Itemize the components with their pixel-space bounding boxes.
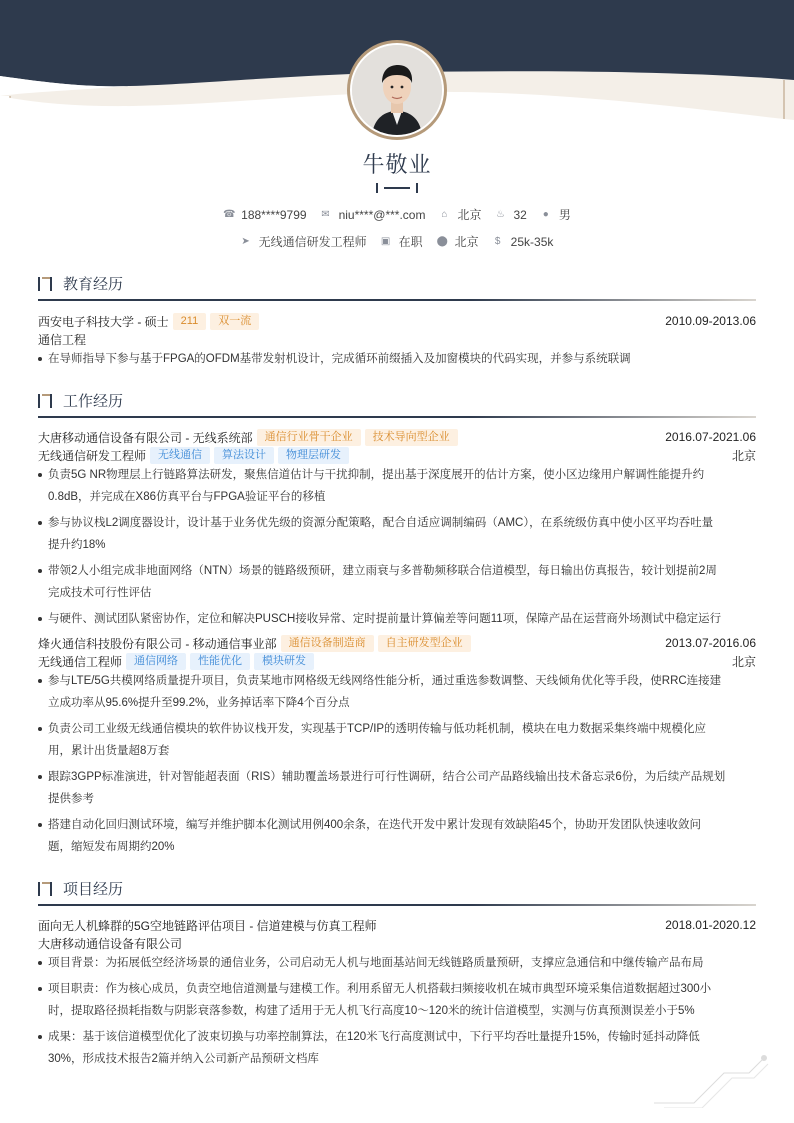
skill-tag: 算法设计 bbox=[214, 447, 274, 464]
gender-text: 男 bbox=[558, 208, 571, 222]
age-item bbox=[495, 208, 526, 222]
home-icon: ⌂ bbox=[441, 208, 448, 220]
coin-icon: $ bbox=[494, 235, 501, 247]
name-divider bbox=[376, 183, 418, 193]
skill-tag: 无线通信 bbox=[150, 447, 210, 464]
status-text: 在职 bbox=[398, 235, 423, 249]
job-role: 无线通信研发工程师 bbox=[38, 448, 147, 463]
location-icon: ⬤ bbox=[436, 235, 448, 247]
work-section-title: 工作经历 bbox=[38, 388, 756, 412]
education-period: 2010.09-2013.06 bbox=[665, 314, 756, 328]
salary-text: 25k-35k bbox=[510, 234, 554, 249]
school-tag: 双一流 bbox=[210, 313, 259, 330]
gender-icon: ● bbox=[542, 208, 549, 220]
job-period: 2016.07-2021.06 bbox=[665, 430, 756, 444]
company-tag: 自主研发型企业 bbox=[378, 635, 471, 652]
list-item: 带领2人小组完成非地面网络（NTN）场景的链路级预研，建立雨衰与多普勒频移联合信道模型，每日输出仿真报告，较计划提前2周 完成技术可行性评估 bbox=[38, 560, 756, 604]
company-tag: 通信设备制造商 bbox=[281, 635, 374, 652]
briefcase-icon: ▣ bbox=[380, 235, 391, 247]
school-tag: 211 bbox=[173, 313, 207, 330]
avatar bbox=[347, 40, 447, 140]
list-item: 负责公司工业级无线通信模块的软件协议栈开发，实现基于TCP/IP的透明传输与低功耗机制，模块在电力数据采集终端中规模化应 用，累计出货量超8万套 bbox=[38, 718, 756, 762]
job-role-row bbox=[38, 446, 756, 464]
list-item: 参与LTE/5G共模网络质量提升项目，负责某地市网格级无线网络性能分析，通过重选参数调整、天线倾角优化等手段，使RRC连接建 立成功率从95.6%提升至99.2%，业务掉话率下降4个百分点 bbox=[38, 670, 756, 714]
list-item: 负责5G NR物理层上行链路算法研发，聚焦信道估计与干扰抑制，提出基于深度展开的估计方案，使小区边缘用户解调性能提升约 0.8dB，并完成在X86仿真平台与FPGA验证平台的移植 bbox=[38, 464, 756, 508]
phone-text: 188****9799 bbox=[241, 207, 307, 222]
company-name: 大唐移动通信设备有限公司 - 无线系统部 bbox=[38, 430, 253, 445]
email-text: niu****@***.com bbox=[338, 207, 426, 222]
company-tag: 通信行业骨干企业 bbox=[257, 429, 361, 446]
list-item: 项目背景：为拓展低空经济场景的通信业务，公司启动无人机与地面基站间无线链路质量预研，支撑应急通信和中继传输产品布局 bbox=[38, 952, 756, 974]
education-section-title: 教育经历 bbox=[38, 271, 756, 295]
list-item: 参与协议栈L2调度器设计，设计基于业务优先级的资源分配策略，配合自适应调制编码（AMC），在系统级仿真中使小区平均吞吐量 提升约18% bbox=[38, 512, 756, 556]
list-item: 与硬件、测试团队紧密协作，定位和解决PUSCH接收异常、定时提前量计算偏差等问题11项，保障产品在运营商外场测试中稳定运行 bbox=[38, 608, 756, 630]
mail-icon: ✉ bbox=[321, 208, 330, 220]
target-city-item bbox=[437, 233, 479, 250]
job-location: 北京 bbox=[731, 448, 756, 463]
education-head bbox=[38, 312, 756, 330]
job-period: 2013.07-2016.06 bbox=[665, 636, 756, 650]
section-mark-icon bbox=[38, 882, 54, 896]
gender-item bbox=[541, 206, 571, 223]
list-item: 在导师指导下参与基于FPGA的OFDM基带发射机设计，完成循环前缀插入及加窗模块的代码实现，并参与系统联调 bbox=[38, 348, 756, 370]
list-item: 项目职责：作为核心成员，负责空地信道测量与建模工作。利用系留无人机搭载扫频接收机在城市典型环境采集信道数据超过300小 时，提取路径损耗指数与阴影衰落参数，构建了适用于无人机飞行高度10～120米的统计信道模型，实测与仿真预测误差小于5% bbox=[38, 978, 756, 1022]
project-org-row bbox=[38, 934, 756, 952]
job-role: 无线通信工程师 bbox=[38, 654, 123, 669]
education-major-row bbox=[38, 330, 756, 348]
skill-tag: 通信网络 bbox=[126, 653, 186, 670]
age-text: 32 bbox=[513, 207, 527, 222]
skill-tag: 物理层研发 bbox=[278, 447, 349, 464]
list-item: 成果：基于该信道模型优化了波束切换与功率控制算法，在120米飞行高度测试中，下行平均吞吐量提升15%，传输时延抖动降低 30%，形成技术报告2篇并纳入公司新产品预研文档库 bbox=[38, 1026, 756, 1070]
major: 通信工程 bbox=[38, 332, 87, 347]
skill-tag: 模块研发 bbox=[254, 653, 314, 670]
city-text: 北京 bbox=[457, 208, 482, 222]
section-mark-icon bbox=[38, 277, 54, 291]
project-section-title: 项目经历 bbox=[38, 876, 756, 900]
list-item: 跟踪3GPP标准演进，针对智能超表面（RIS）辅助覆盖场景进行可行性调研，结合公司产品路线输出技术备忘录6份，为后续产品规划 提供参考 bbox=[38, 766, 756, 810]
send-icon: ➤ bbox=[241, 235, 250, 247]
list-item: 搭建自动化回归测试环境，编写并维护脚本化测试用例400余条，在迭代开发中累计发现有效缺陷45个，协助开发团队快速收敛问 题，缩短发布周期约20% bbox=[38, 814, 756, 858]
job-target-item bbox=[241, 233, 367, 250]
email-item bbox=[321, 208, 426, 222]
project-period: 2018.01-2020.12 bbox=[665, 918, 756, 932]
job-role-row bbox=[38, 652, 756, 670]
avatar-photo bbox=[352, 45, 442, 135]
section-mark-icon bbox=[38, 394, 54, 408]
intent-row bbox=[0, 233, 794, 250]
project-name: 面向无人机蜂群的5G空地链路评估项目 - 信道建模与仿真工程师 bbox=[38, 918, 377, 933]
phone-icon: ☎ bbox=[223, 208, 236, 220]
project-head bbox=[38, 916, 756, 934]
job-head bbox=[38, 428, 756, 446]
city-item bbox=[439, 206, 481, 223]
company-tag: 技术导向型企业 bbox=[365, 429, 458, 446]
cake-icon: ♨ bbox=[495, 208, 505, 220]
salary-item bbox=[493, 235, 554, 249]
job-location: 北京 bbox=[731, 654, 756, 669]
job-head bbox=[38, 634, 756, 652]
job-target-text: 无线通信研发工程师 bbox=[258, 235, 367, 249]
contact-row bbox=[0, 206, 794, 223]
company-name: 烽火通信科技股份有限公司 - 移动通信事业部 bbox=[38, 636, 277, 651]
phone-item bbox=[223, 208, 306, 222]
skill-tag: 性能优化 bbox=[190, 653, 250, 670]
status-item bbox=[381, 233, 423, 250]
candidate-name: 牛敬业 bbox=[362, 152, 432, 177]
project-org: 大唐移动通信设备有限公司 bbox=[38, 936, 183, 951]
corner-circuit-decoration bbox=[654, 1048, 774, 1108]
school-name: 西安电子科技大学 - 硕士 bbox=[38, 314, 169, 329]
target-city-text: 北京 bbox=[454, 235, 479, 249]
